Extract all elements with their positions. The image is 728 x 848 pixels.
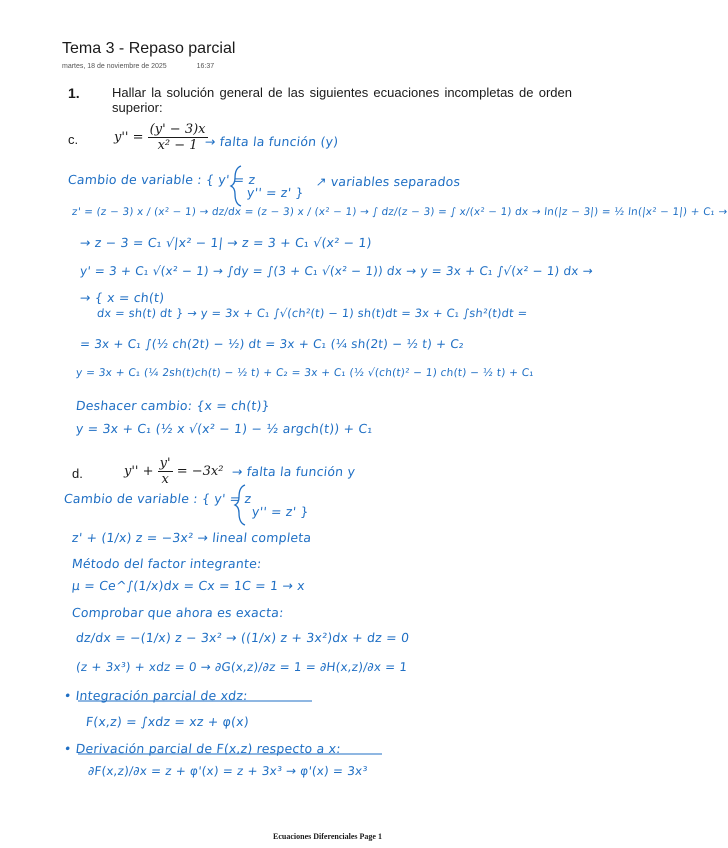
hw-c-line5: dx = sh(t) dt } → y = 3x + C₁ ∫√(ch²(t) − 1) sh(t)dt = 3x + C₁ ∫sh²(t)dt =	[96, 306, 529, 320]
hw-c-separable: ↗ variables separados	[315, 174, 462, 189]
hw-d-change-2: y'' = z' }	[251, 504, 310, 519]
hw-c-line1: z' = (z − 3) x / (x² − 1) → dz/dx = (z − 3) x / (x² − 1) → ∫ dz/(z − 3) = ∫ x/(x² − 1) dx → ln(|z − 3|) = ½ ln(|x² − 1|) + C₁ →	[71, 206, 728, 218]
hw-c-line4: → { x = ch(t)	[79, 290, 166, 305]
part-c-lhs: y'' =	[114, 130, 144, 145]
hw-c-line6: = 3x + C₁ ∫(½ ch(2t) − ½) dt = 3x + C₁ (¼ sh(2t) − ½ t) + C₂	[79, 337, 465, 351]
hw-d-partial-der-text: Derivación parcial de F(x,z) respecto a x:	[74, 741, 342, 756]
hw-c-line2: → z − 3 = C₁ √|x² − 1| → z = 3 + C₁ √(x² − 1)	[79, 235, 373, 250]
page-title: Tema 3 - Repaso parcial	[62, 40, 236, 57]
hw-c-line7: y = 3x + C₁ (¼ 2sh(t)ch(t) − ½ t) + C₂ = 3x + C₁ (½ √(ch(t)² − 1) ch(t) − ½ t) + C₁	[75, 367, 535, 379]
part-d-lhs: y'' +	[124, 464, 154, 479]
page-date: martes, 18 de noviembre de 2025	[62, 63, 167, 70]
part-d-label: d.	[72, 466, 83, 481]
hw-c-line3: y' = 3 + C₁ √(x² − 1) → ∫dy = ∫(3 + C₁ √(x² − 1)) dx → y = 3x + C₁ ∫√(x² − 1) dx →	[79, 264, 594, 278]
problem-statement: Hallar la solución general de las siguientes ecuaciones incompletas de orden superior:	[112, 85, 572, 115]
part-d-numerator: y'	[159, 456, 171, 471]
hw-d-line4: F(x,z) = ∫xdz = xz + φ(x)	[85, 714, 250, 729]
brace-c	[231, 166, 241, 206]
page-footer: Ecuaciones Diferenciales Page 1	[273, 832, 382, 841]
hw-c-change-2: y'' = z' }	[246, 185, 305, 200]
problem-number: 1.	[68, 85, 80, 101]
part-c-label: c.	[68, 132, 79, 147]
hw-d-missing: → falta la función y	[231, 464, 356, 479]
hw-c-missing: → falta la función (y)	[204, 134, 340, 149]
hw-d-partial-der: • Derivación parcial de F(x,z) respecto a x:	[63, 741, 342, 756]
hw-d-line1: z' + (1/x) z = −3x² → lineal completa	[71, 530, 313, 545]
hw-d-partial-int-text: Integración parcial de xdz:	[74, 688, 249, 703]
hw-d-partial-int: • Integración parcial de xdz:	[63, 688, 249, 703]
hw-d-method: Método del factor integrante:	[71, 556, 263, 571]
hw-c-change: Cambio de variable : { y' = z	[67, 172, 257, 187]
hw-d-check: Comprobar que ahora es exacta:	[71, 605, 285, 620]
hw-d-change: Cambio de variable : { y' = z	[63, 491, 253, 506]
part-d-rhs: = −3x²	[176, 464, 224, 479]
part-c-numerator: (y' − 3)x	[149, 122, 206, 137]
hw-d-mu: μ = Ce^∫(1/x)dx = Cx = 1C = 1 → x	[71, 578, 306, 593]
hw-d-line5: ∂F(x,z)/∂x = z + φ'(x) = z + 3x³ → φ'(x) = 3x³	[87, 764, 369, 778]
hw-d-line3: (z + 3x³) + xdz = 0 → ∂G(x,z)/∂z = 1 = ∂H(x,z)/∂x = 1	[75, 660, 409, 674]
hw-c-undo: Deshacer cambio: {x = ch(t)}	[75, 398, 271, 413]
page-time: 16:37	[196, 63, 215, 70]
brace-d	[235, 485, 245, 525]
hw-c-final: y = 3x + C₁ (½ x √(x² − 1) − ½ argch(t)) + C₁	[75, 421, 374, 436]
part-c-denominator: x² − 1	[157, 138, 198, 153]
part-d-denominator: x	[161, 472, 169, 487]
hw-d-line2: dz/dx = −(1/x) z − 3x² → ((1/x) z + 3x²)dx + dz = 0	[75, 630, 410, 645]
